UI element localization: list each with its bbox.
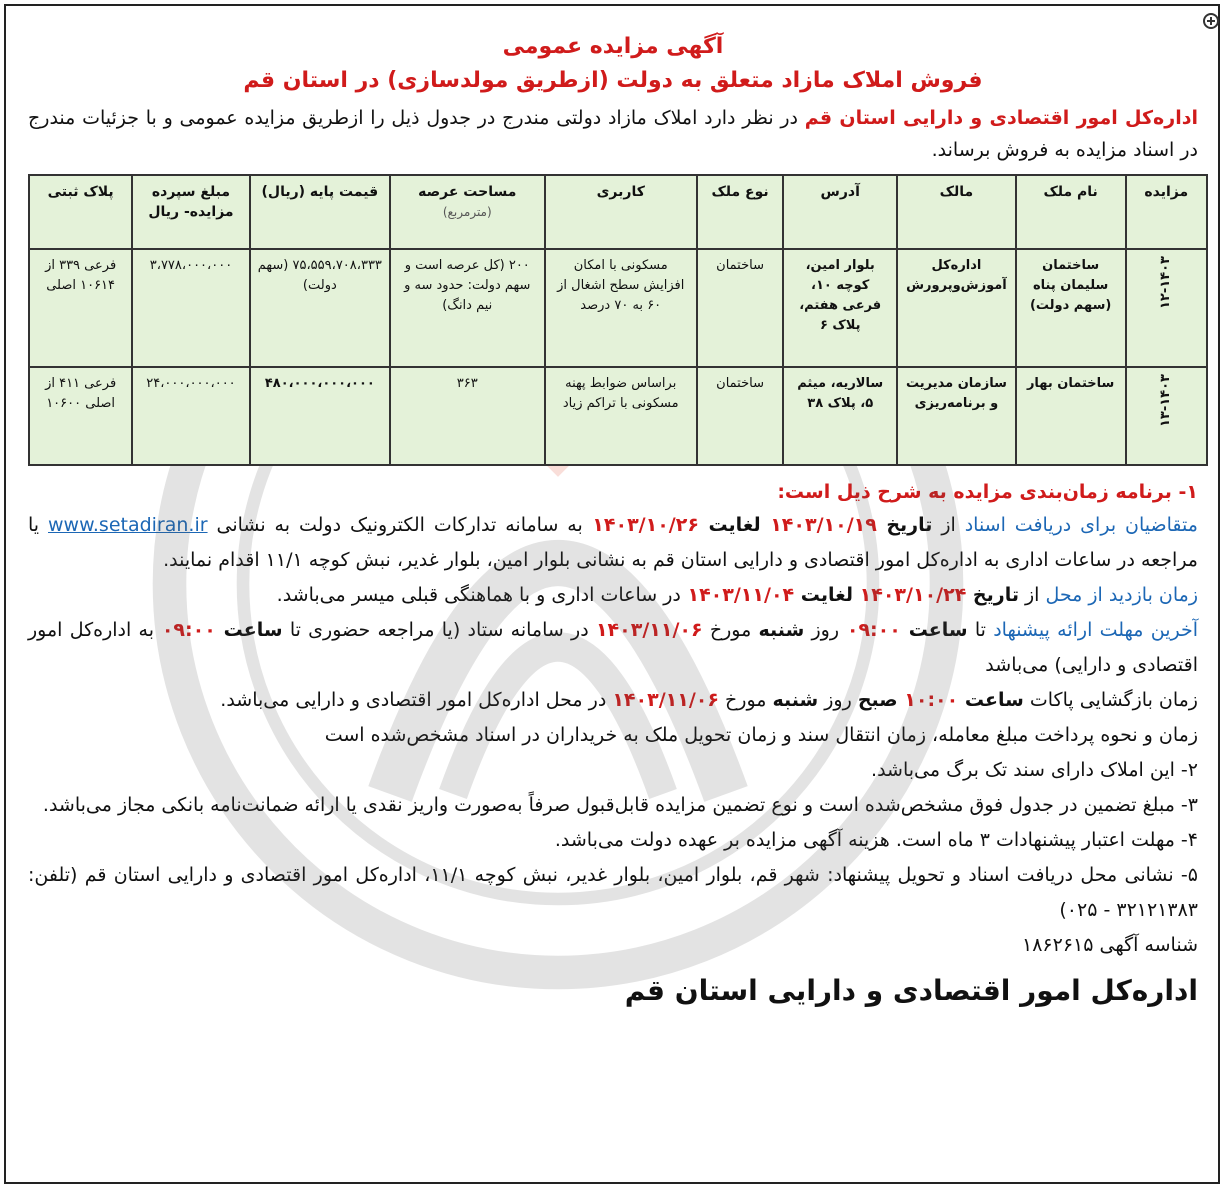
col-base-price: قیمت پایه (ریال): [250, 175, 390, 249]
cell-owner: اداره‌کل آموزش‌وپرورش: [897, 249, 1016, 367]
col-deposit: مبلغ سپرده مزایده- ریال: [132, 175, 249, 249]
cell-area: ۲۰۰ (کل عرصه است و سهم دولت: حدود سه و نیم دانگ): [390, 249, 545, 367]
note-5: ۵- نشانی محل دریافت اسناد و تحویل پیشنهاد: شهر قم، بلوار امین، بلوار غدیر، نبش کوچه ۱۱/۱، اداره‌کل امور اقتصادی و دارایی استان قم (تلفن: ۳۲۱۲۱۳۸۳ - ۰۲۵): [28, 864, 1198, 921]
docs-label: متقاضیان برای دریافت اسناد: [964, 514, 1198, 536]
col-area-label: مساحت عرصه: [418, 184, 517, 200]
footer-org: اداره‌کل امور اقتصادی و دارایی استان قم: [624, 974, 1198, 1007]
cell-type: ساختمان: [697, 249, 783, 367]
col-plate: پلاک ثبتی: [29, 175, 132, 249]
cell-deposit: ۲۴،۰۰۰،۰۰۰،۰۰۰: [132, 367, 249, 465]
schedule-heading: ۱- برنامه زمان‌بندی مزایده به شرح ذیل است:: [777, 481, 1198, 503]
cell-name: ساختمان سلیمان پناه (سهم دولت): [1016, 249, 1126, 367]
ad-id: شناسه آگهی ۱۸۶۲۶۱۵: [1022, 934, 1198, 956]
cell-area: ۳۶۳: [390, 367, 545, 465]
col-area: [390, 175, 545, 249]
cell-base-price: ۷۵،۵۵۹،۷۰۸،۳۳۳ (سهم دولت): [250, 249, 390, 367]
cell-base-price: ۴۸۰،۰۰۰،۰۰۰،۰۰۰: [250, 367, 390, 465]
col-auction: مزایده: [1126, 175, 1207, 249]
notice-title: آگهی مزایده عمومی: [502, 34, 724, 59]
note-3: ۳- مبلغ تضمین در جدول فوق مشخص‌شده است و نوع تضمین مزایده قابل‌قبول صرفاً به‌صورت واریز نقدی یا ارائه ضمانت‌نامه بانکی مجاز می‌باشد.: [42, 794, 1198, 816]
cell-usage: مسکونی با امکان افزایش سطح اشغال از ۶۰ به ۷۰ درصد: [545, 249, 697, 367]
cell-auction: ۱۲-۱۴۰۳: [1126, 249, 1207, 367]
cell-auction: ۱۳-۱۴۰۳: [1126, 367, 1207, 465]
col-usage: کاربری: [545, 175, 697, 249]
cell-deposit: ۳،۷۷۸،۰۰۰،۰۰۰: [132, 249, 249, 367]
table-row: [29, 367, 1207, 465]
col-address: آدرس: [783, 175, 897, 249]
note-4: ۴- مهلت اعتبار پیشنهادات ۳ ماه است. هزینه آگهی مزایده بر عهده دولت می‌باشد.: [554, 829, 1198, 851]
visit-label: زمان بازدید از محل: [1045, 584, 1198, 606]
cell-name: ساختمان بهار: [1016, 367, 1126, 465]
col-area-unit: (مترمربع): [442, 205, 492, 219]
schedule-docs: متقاضیان برای دریافت اسناد از تاریخ ۱۴۰۳/۱۰/۱۹ لغایت ۱۴۰۳/۱۰/۲۶ به سامانه تدارکات الکترونیک دولت به نشانی www.setadiran.ir یا مراجعه در ساعات اداری به اداره‌کل امور اقتصادی و دارایی استان قم به نشانی بلوار امین، بلوار غدیر، نبش کوچه ۱۱/۱ اقدام نمایند.: [28, 514, 1198, 571]
col-owner: مالک: [897, 175, 1016, 249]
col-name: نام ملک: [1016, 175, 1126, 249]
cell-plate: فرعی ۴۱۱ از اصلی ۱۰۶۰۰: [29, 367, 132, 465]
corner-mark-icon: [1202, 12, 1220, 30]
schedule-payment: زمان و نحوه پرداخت مبلغ معامله، زمان انتقال سند و زمان تحویل ملک به خریداران در اسناد مشخص‌شده است: [324, 724, 1198, 746]
intro-text: در نظر دارد املاک مازاد دولتی مندرج در جدول ذیل را ازطریق مزایده عمومی و با جزئیات مندرج در اسناد مزایده به فروش برساند.: [28, 107, 1198, 161]
cell-plate: فرعی ۳۳۹ از ۱۰۶۱۴ اصلی: [29, 249, 132, 367]
cell-usage: براساس ضوابط پهنه مسکونی با تراکم زیاد: [545, 367, 697, 465]
cell-owner: سازمان مدیریت و برنامه‌ریزی: [897, 367, 1016, 465]
cell-type: ساختمان: [697, 367, 783, 465]
col-type: نوع ملک: [697, 175, 783, 249]
deadline-label: آخرین مهلت ارائه پیشنهاد: [993, 619, 1198, 641]
auction-notice: [18, 14, 1208, 1174]
schedule-opening: زمان بازگشایی پاکات ساعت ۱۰:۰۰ صبح روز شنبه مورخ ۱۴۰۳/۱۱/۰۶ در محل اداره‌کل امور اقتصادی و دارایی می‌باشد.: [220, 689, 1198, 711]
schedule-deadline: آخرین مهلت ارائه پیشنهاد تا ساعت ۰۹:۰۰ روز شنبه مورخ ۱۴۰۳/۱۱/۰۶ در سامانه ستاد (یا مراجعه حضوری تا ساعت ۰۹:۰۰ به اداره‌کل امور اقتصادی و دارایی) می‌باشد: [28, 619, 1198, 676]
note-2: ۲- این املاک دارای سند تک برگ می‌باشد.: [871, 759, 1198, 781]
table-header-row: [29, 175, 1207, 249]
cell-address: سالاریه، میثم ۵، پلاک ۳۸: [783, 367, 897, 465]
notice-subtitle: فروش املاک مازاد متعلق به دولت (ازطریق مولدسازی) در استان قم: [243, 68, 983, 93]
intro-paragraph: [28, 102, 1198, 166]
table-row: [29, 249, 1207, 367]
auction-table: [28, 174, 1208, 466]
intro-org: اداره‌کل امور اقتصادی و دارایی استان قم: [804, 107, 1198, 129]
setadiran-link[interactable]: www.setadiran.ir: [48, 514, 208, 536]
cell-address: بلوار امین، کوچه ۱۰، فرعی هفتم، پلاک ۶: [783, 249, 897, 367]
schedule-visit: زمان بازدید از محل از تاریخ ۱۴۰۳/۱۰/۲۴ لغایت ۱۴۰۳/۱۱/۰۴ در ساعات اداری و با هماهنگی قبلی میسر می‌باشد.: [276, 584, 1198, 606]
